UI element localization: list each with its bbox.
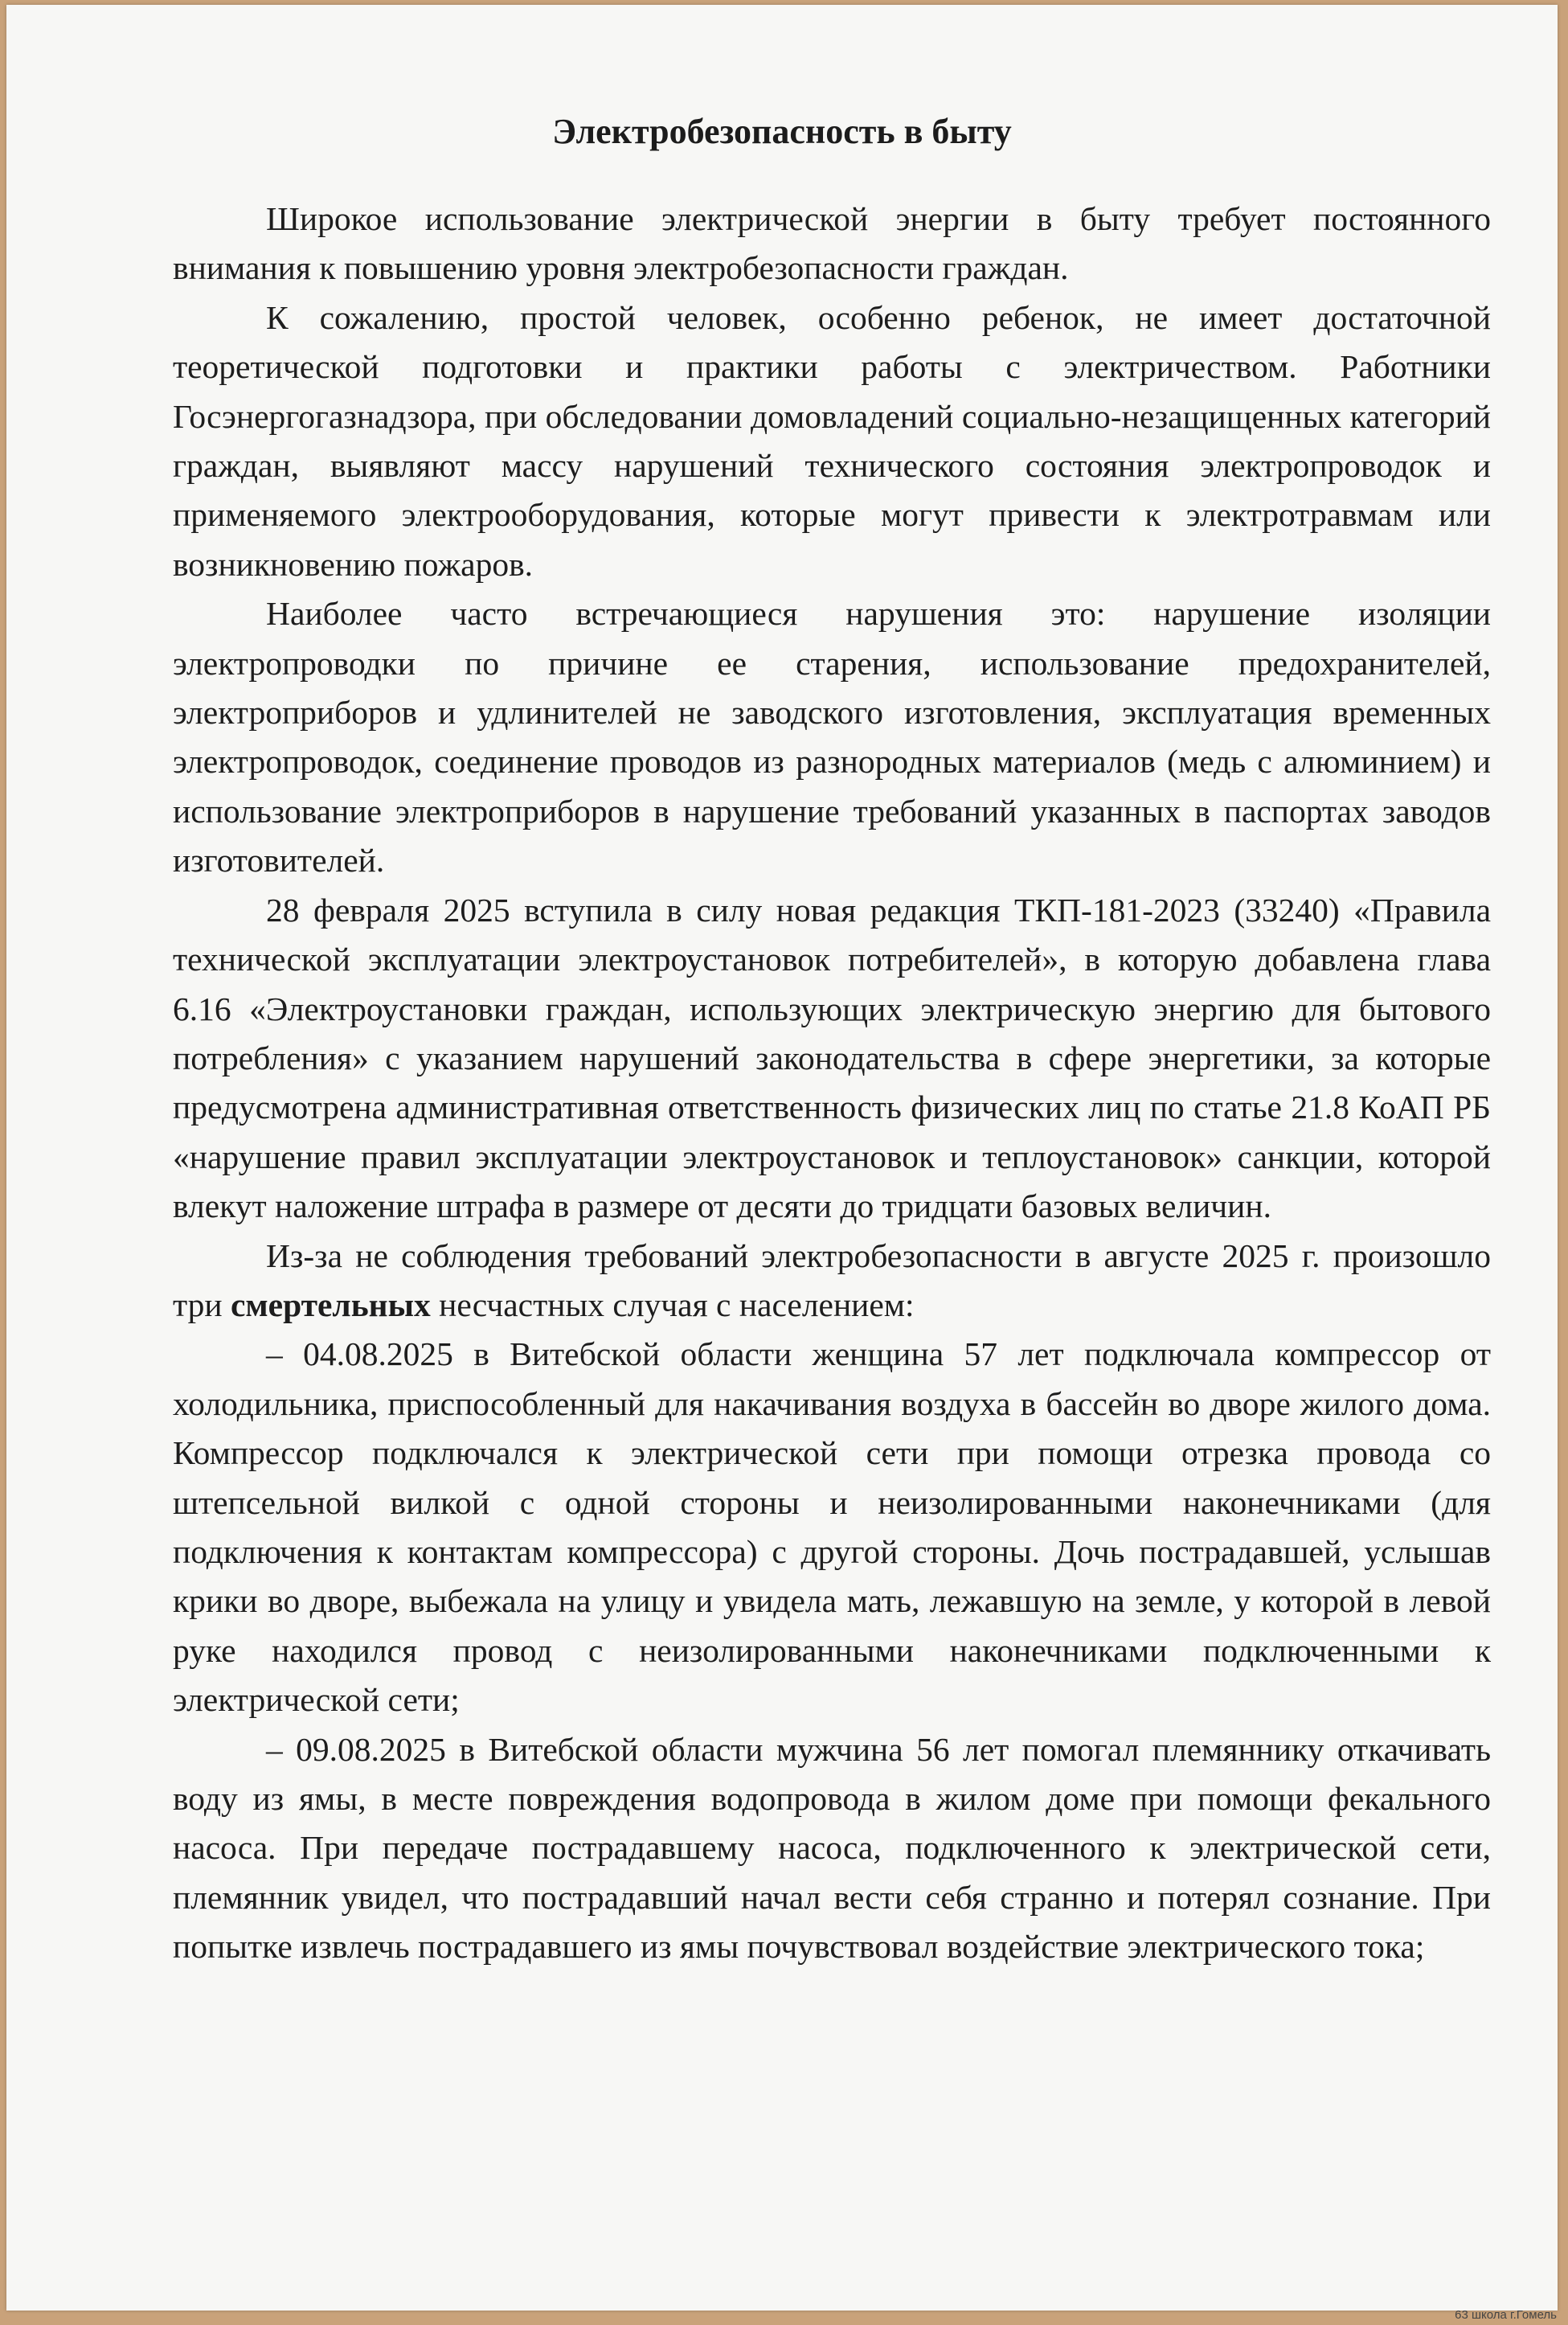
paragraph-accidents [173, 1232, 1491, 1331]
paragraph-unfortunately: К сожалению, простой человек, особенно ребенок, не имеет достаточной теоретической подготовки и практики работы с электричеством. Работники Госэнергогазнадзора, при обследовании домовладений социально-незащищенных категорий граждан, выявляют массу нарушений технического состояния электропроводок и применяемого электрооборудования, которые могут привести к электротравмам или возникновению пожаров. [173, 298, 1491, 583]
paragraph-case-2: – 09.08.2025 в Витебской области мужчина 56 лет помогал племяннику откачивать воду из ямы, в месте повреждения водопровода в жилом доме при помощи фекального насоса. При передаче пострадавшему насоса, подключенного к электрической сети, племянник увидел, что пострадавший начал вести себя странно и потерял сознание. При попытке извлечь пострадавшего из ямы почувствовал воздействие электрического тока; [173, 1730, 1491, 1966]
paragraph-violations: Наиболее часто встречающиеся нарушения это: нарушение изоляции электропроводки по причине ее старения, использование предохранителей, электроприборов и удлинителей не заводского изготовления, эксплуатация временных электропроводок, соединение проводов из разнородных материалов (медь с алюминием) и использование электроприборов в нарушение требований указанных в паспортах заводов изготовителей. [173, 595, 1491, 880]
paragraph-case-1: – 04.08.2025 в Витебской области женщина 57 лет подключала компрессор от холодильника, приспособленный для накачивания воздуха в бассейн во дворе жилого дома. Компрессор подключался к электрической сети при помощи отрезка провода со штепсельной вилкой с одной стороны и неизолированными наконечниками (для подключения к контактам компрессора) с другой стороны. Дочь пострадавшей, услышав крики во дворе, выбежала на улицу и увидела мать, лежавшую на земле, у которой в левой руке находился провод с неизолированными наконечниками подключенными к электрической сети; [173, 1335, 1491, 1719]
accidents-text-before: Из-за не соблюдения требований электробезопасности в августе 2025 г. произошло три [173, 1236, 1491, 1323]
accidents-bold-word: смертельных [230, 1286, 431, 1323]
document-body [173, 195, 1491, 1972]
paragraph-regulation: 28 февраля 2025 вступила в силу новая редакция ТКП-181-2023 (33240) «Правила технической эксплуатации электроустановок потребителей», в которую добавлена глава 6.16 «Электроустановки граждан, использующих электрическую энергию для бытового потребления» с указанием нарушений законодательства в сфере энергетики, за которые предусмотрена административная ответственность физических лиц по статье 21.8 КоАП РБ «нарушение правил эксплуатации электроустановок и теплоустановок» санкции, которой влекут наложение штрафа в размере от десяти до тридцати базовых величин. [173, 891, 1491, 1225]
document-page [6, 5, 1558, 2311]
watermark-label: 63 школа г.Гомель [1455, 2308, 1557, 2322]
accidents-text-after: несчастных случая с населением: [430, 1286, 915, 1323]
document-title: Электробезопасность в быту [552, 112, 1012, 151]
paragraph-intro: Широкое использование электрической энергии в быту требует постоянного внимания к повышению уровня электробезопасности граждан. [173, 200, 1491, 287]
